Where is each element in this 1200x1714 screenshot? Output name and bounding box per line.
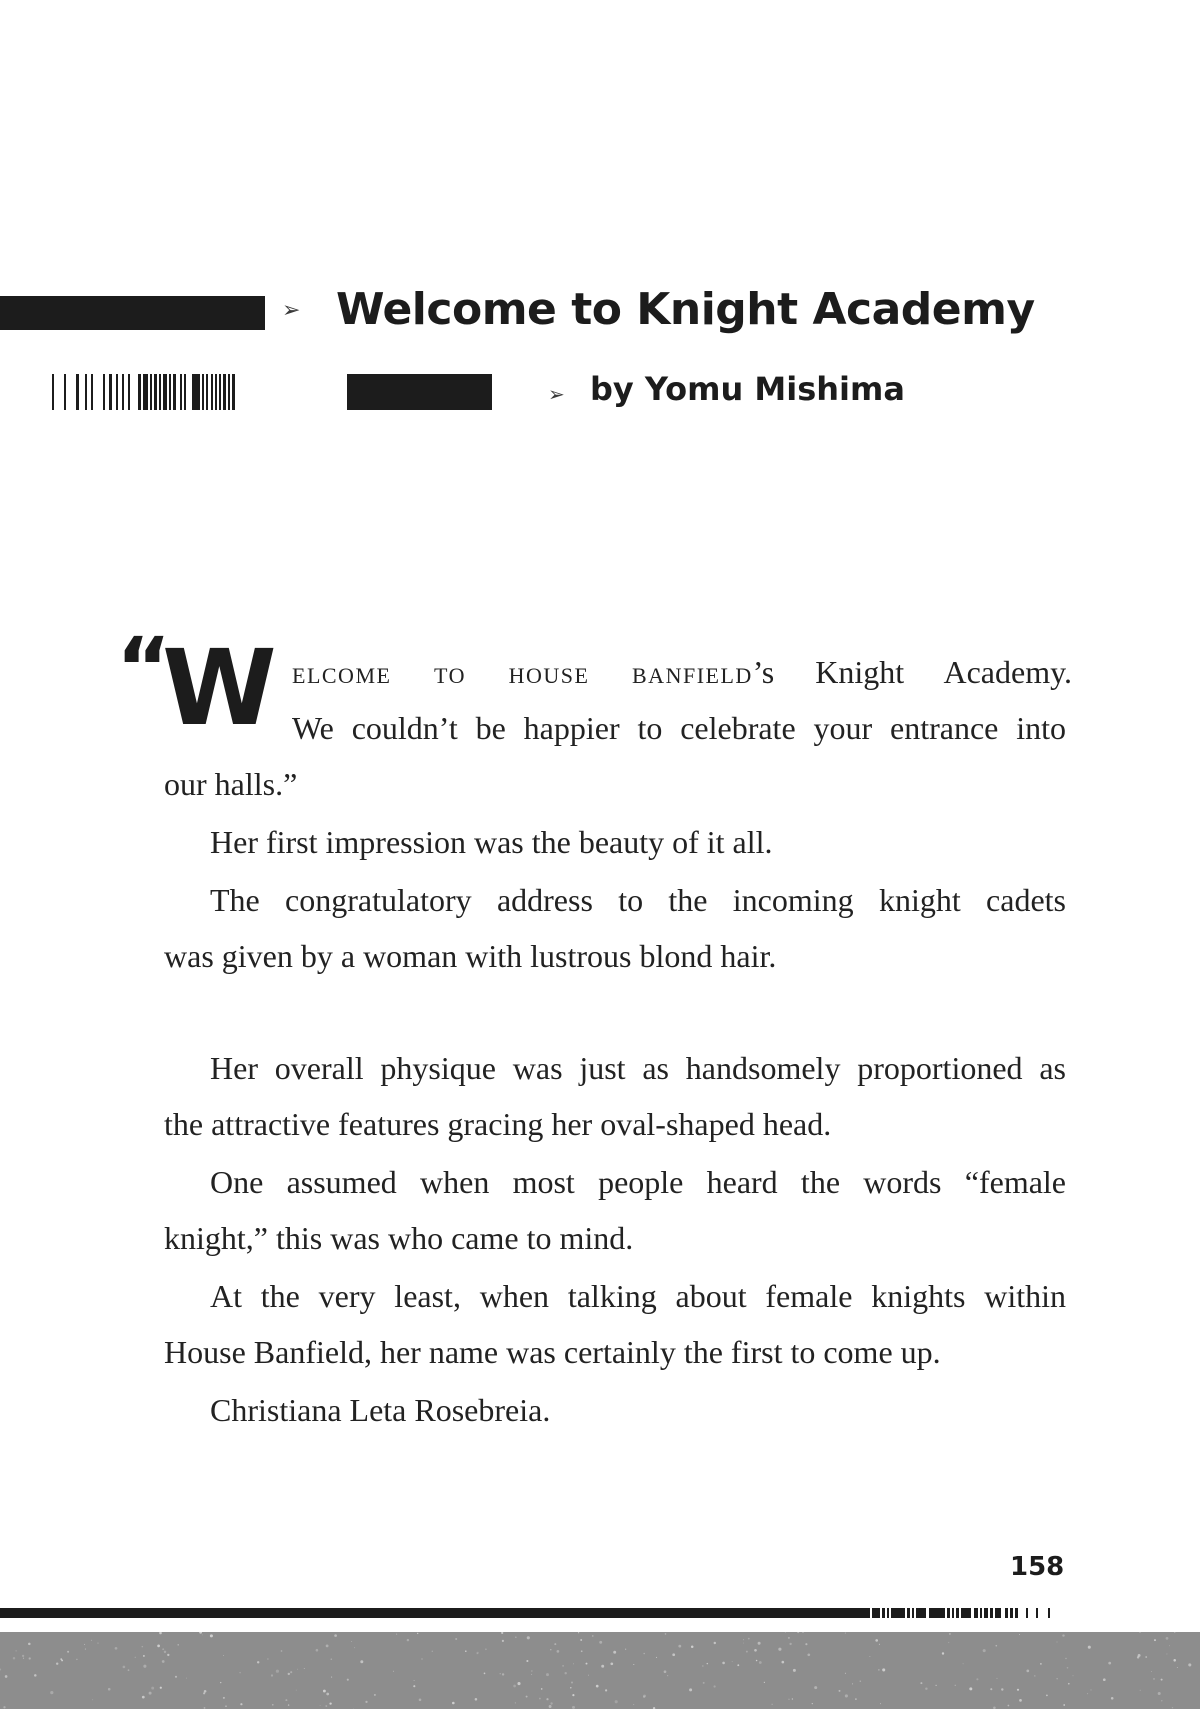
text-line: Christiana Leta Rosebreia.: [210, 1392, 551, 1428]
footer-rule: [0, 1608, 870, 1618]
barcode-decor-left: [52, 374, 492, 410]
text-line: Her first impression was the beauty of it all.: [210, 824, 773, 860]
text-line: our halls.”: [164, 766, 298, 802]
title-decor-bar: [0, 296, 265, 330]
page-number: 158: [1010, 1552, 1065, 1582]
text-line: At the very least, when talking about female knights within: [210, 1278, 1066, 1314]
text-line: knight,” this was who came to mind.: [164, 1220, 634, 1256]
text-line: Her overall physique was just as handsomely proportioned as: [210, 1050, 1066, 1086]
small-caps-text: elcome to house banfield: [292, 654, 753, 690]
text-line: House Banfield, her name was certainly the first to come up.: [164, 1334, 941, 1370]
chapter-title: Welcome to Knight Academy: [336, 284, 1035, 335]
author-arrow-icon: ➢: [548, 382, 565, 406]
text-line: [292, 652, 1072, 692]
text-line: One assumed when most people heard the words “female: [210, 1164, 1066, 1200]
text-line: The congratulatory address to the incoming knight cadets: [210, 882, 1066, 918]
text-line: the attractive features gracing her oval-shaped head.: [164, 1106, 832, 1142]
chapter-author: by Yomu Mishima: [590, 370, 905, 408]
footer-texture-band: [0, 1632, 1200, 1709]
text-line: was given by a woman with lustrous blond hair.: [164, 938, 777, 974]
title-arrow-icon: ➢: [282, 298, 301, 323]
drop-cap: W: [162, 627, 277, 749]
starfield-texture: [0, 1632, 1200, 1709]
text-line: We couldn’t be happier to celebrate your entrance into: [292, 710, 1066, 746]
text-span: ’s Knight Academy.: [752, 654, 1073, 690]
opening-quote-mark: “: [116, 619, 172, 717]
barcode-decor-right: [872, 1608, 1172, 1618]
